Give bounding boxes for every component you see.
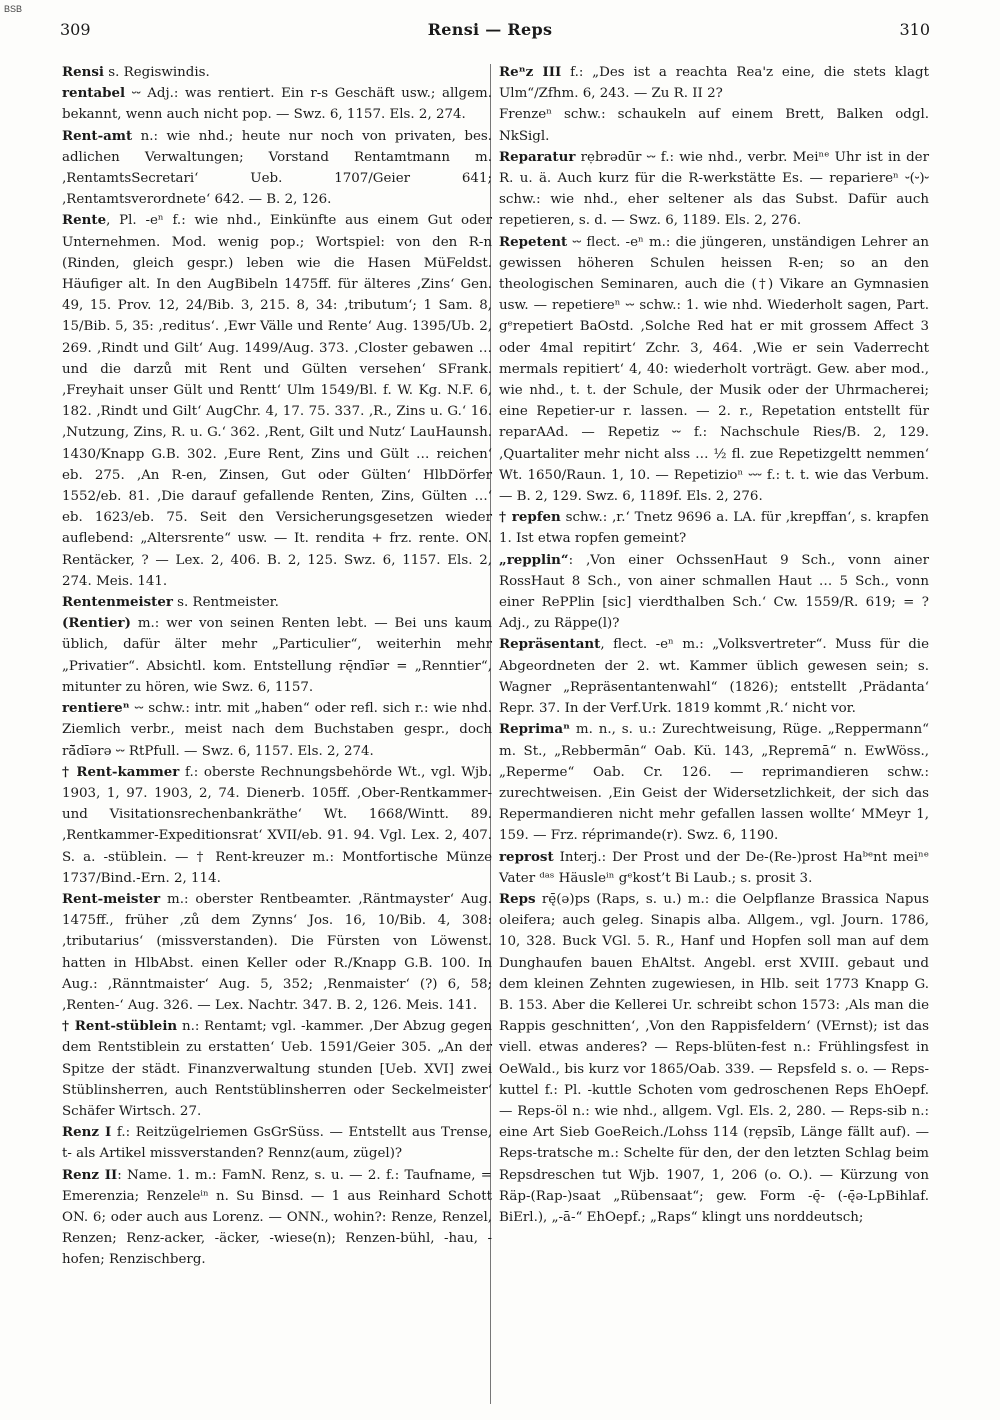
entry-lemma: Rent-meister	[62, 890, 161, 907]
dictionary-entry	[62, 592, 492, 613]
entry-lemma: „repplin“	[499, 551, 569, 568]
left-column	[62, 62, 492, 1271]
dictionary-entry	[62, 62, 492, 83]
dictionary-entry	[499, 889, 929, 1228]
entry-lemma: Reps	[499, 890, 536, 907]
entry-lemma: Rentenmeister	[62, 594, 173, 611]
entry-text: f.: oberste Rechnungsbehörde Wt., vgl. Wjb. 1903, 1, 97. 1903, 2, 74. Dienerb. 105ff. ‚Ober-Rentkammer- und Visitationsrechenbankräthe‘ Wt. 1668/Wintt. 89. ‚Rentkammer-Expeditionsrat‘ XVII/eb. 91. 94. Vgl. Lex. 2, 407. S. a. -stüblein. — † Rent-kreuzer m.: Montfortische Münze 1737/Bind.-Ern. 2, 114.	[62, 764, 492, 886]
entry-text: m.: oberster Rentbeamter. ‚Räntmayster‘ Aug. 1475ff., früher ‚zů dem Zynns‘ Jos. 16, 10/Bib. 4, 308: ‚tributarius‘ (missverstanden). Die Fürsten von Löwenst. hatten in HlbAbst. einen Keller oder R./Knapp G.B. 100. In Aug.: ‚Ränntmaister‘ Aug. 5, 352; ‚Renmaister‘ (?) 6, 58; ‚Renten-‘ Aug. 326. — Lex. Nachtr. 347. B. 2, 126. Meis. 141.	[62, 891, 492, 1013]
entry-text: ⏑⏑ Adj.: was rentiert. Ein r-s Geschäft usw.; allgem. bekannt, wenn auch nicht pop. — Swz. 6, 1157. Els. 2, 274.	[62, 86, 492, 123]
entry-text: Interj.: Der Prost und der De-(Re-)prost Haᵇᵉnt meiⁿᵉ Vater ᵈᵃˢ Häusleⁱⁿ gᵉkost’t Bi Laub.; s. prosit 3.	[499, 849, 929, 886]
entry-text: Frenzeⁿ schw.: schaukeln auf einem Brett, Balken odgl. NkSigl.	[499, 107, 929, 144]
entry-lemma: Renz II	[62, 1166, 118, 1183]
dictionary-entry	[62, 1165, 492, 1271]
entry-lemma: (Rentier)	[62, 615, 131, 632]
dictionary-entry	[499, 62, 929, 104]
entry-lemma: Rensi	[62, 64, 105, 80]
entry-lemma: † repfen	[499, 509, 561, 526]
dictionary-entry	[62, 762, 492, 889]
entry-text: m.: wer von seinen Renten lebt. — Bei uns kaum üblich, dafür älter mehr „Particulier“, weiterhin mehr „Privatier“. Absichtl. kom. Entstellung rę̄ndīər = „Renntier“, mitunter zu hören, wie Swz. 6, 1157.	[62, 616, 492, 695]
entry-text: s. Regiswindis.	[104, 65, 210, 80]
entry-lemma: Rent-amt	[62, 127, 133, 144]
entry-text: rẹbrədūr ⏑⏑ f.: wie nhd., verbr. Meiⁿᵉ Uhr ist in der R. u. ä. Auch kurz für die R-werkstätte Es. — repariereⁿ ⏑(⏑)⏑ schw.: wie nhd., eher seltener als das Subst. Dafür auch repetieren, s. d. — Swz. 6, 1189. Els. 2, 276.	[499, 149, 929, 229]
page-number-right: 310	[899, 20, 930, 39]
dictionary-entry	[62, 698, 492, 762]
dictionary-entry	[499, 507, 929, 549]
page-header	[50, 16, 930, 42]
page-number-left: 309	[60, 20, 91, 39]
entry-text: f.: „Des ist a reachta Rea'z eine, die stets klagt Ulm“/Zfhm. 6, 243. — Zu R. II 2?	[499, 65, 929, 102]
dictionary-entry	[62, 889, 492, 1016]
entry-lemma: Repräsentant	[499, 636, 601, 653]
dictionary-entry	[499, 104, 929, 146]
entry-lemma: Reⁿz III	[499, 64, 562, 80]
entry-lemma: † Rent-kammer	[62, 763, 180, 780]
entry-text: f.: Reitzügelriemen GsGrSüss. — Entstellt aus Trense, t- als Artikel missverstanden? Rennz(aum, zügel)?	[62, 1125, 492, 1162]
right-column	[499, 62, 929, 1228]
entry-text: n.: wie nhd.; heute nur noch von privaten, bes. adlichen Verwaltungen; Vorstand Rentamtmann m. ‚RentamtsSecretari‘ Ueb. 1707/Geier 641; ‚Rentamtsverordnete‘ 642. — B. 2, 126.	[62, 128, 492, 208]
entry-text: : ‚Von einer OchssenHaut 9 Sch., vonn ainer RossHaut 8 Sch., von ainer schmallen Haut … 5 Sch., vonn einer RePPlin [sic] vierdthalben Sch.‘ Cw. 1559/R. 619; = ? Adj., zu Räppe(l)?	[499, 552, 929, 632]
entry-lemma: Repetent	[499, 233, 568, 250]
dictionary-entry	[499, 847, 929, 889]
entry-lemma: rentabel	[62, 85, 126, 102]
dictionary-entry	[499, 719, 929, 846]
dictionary-entry	[62, 613, 492, 698]
page-title: Rensi — Reps	[427, 20, 553, 39]
library-stamp: BSB	[4, 4, 23, 14]
entry-lemma: † Rent-stüblein	[62, 1018, 178, 1035]
entry-text: s. Rentmeister.	[172, 595, 279, 611]
entry-text: m. n., s. u.: Zurechtweisung, Rüge. „Reppermann“ m. St., „Rebbermān“ Oab. Kü. 143, „Repremā“ n. EwWöss., „Reperme“ Oab. Cr. 126. — reprimandieren schw.: zurechtweisen. ‚Ein Geist der Widersetzlichkeit, der sich das Repermandieren nicht mehr gefallen lassen wollte‘ MMeyr 1, 159. — Frz. réprimande(r). Swz. 6, 1190.	[499, 722, 929, 844]
entry-lemma: reprost	[499, 848, 554, 865]
entry-lemma: Renz I	[62, 1124, 112, 1141]
dictionary-entry	[62, 126, 492, 211]
entry-text: : Name. 1. m.: FamN. Renz, s. u. — 2. f.: Taufname, = Emerenzia; Renzeleⁱⁿ n. Su Binsd. — 1 aus Reinhard Schott ON. 6; oder auch aus Lorenz. — ONN., wohin?: Renze, Renzel, Renzen; Renz-acker, -äcker, -wiese(n); Renzen-bühl, -hau, -hofen; Renzischberg.	[62, 1167, 492, 1268]
entry-text: , flect. -eⁿ m.: „Volksvertreter“. Muss für die Abgeordneten der 2. wt. Kammer üblich gewesen sein; s. Wagner „Repräsentantenwahl“ (1826); entstellt ‚Prädanta‘ Repr. 37. In der Verf.Urk. 1819 kommt ‚R.‘ nicht vor.	[499, 637, 929, 717]
dictionary-entry	[62, 210, 492, 592]
dictionary-entry	[499, 634, 929, 719]
entry-lemma: Rente	[62, 212, 107, 229]
entry-text: ⏑⏑ schw.: intr. mit „haben“ oder refl. sich r.: wie nhd. Ziemlich verbr., meist nach dem Buchstaben gespr., doch rā̆dīərə ⏑⏑ RtPfull. — Swz. 6, 1157. Els. 2, 274.	[62, 701, 492, 759]
entry-lemma: Reparatur	[499, 148, 576, 165]
dictionary-entry	[62, 1016, 492, 1122]
entry-text: rę̄(ə)ps (Raps, s. u.) m.: die Oelpflanze Brassica Napus oleifera; auch geleg. Sinapis alba. Allgem., vgl. Journ. 1786, 10, 328. Buck VGl. 5. R., Hanf und Hopfen soll man auf dem Dunghaufen bauen EhAltst. Angebl. erst XVIII. gebaut und dem kleinen Zehnten zugewiesen, in Hlb. seit 1773 Knapp G. B. 153. Aber die Kellerei Ur. schreibt schon 1573: ‚Als man die Rappis geschnitten‘, ‚Von den Rappisfeldern‘ (VErnst); ist das viell. etwas anderes? — Reps-blüten-fest n.: Frühlingsfest in OeWald., bis kurz vor 1865/Oab. 339. — Repsfeld s. o. — Reps-kuttel f.: Pl. -kuttle Schoten vom gedroschenen Reps EhOepf. — Reps-öl n.: wie nhd., allgem. Vgl. Els. 2, 280. — Reps-sib n.: eine Art Sieb GoeReich./Lohss 114 (rẹpsīb, Länge fällt auf). — Reps-tratsche m.: Schelte für den, der den letzten Schlag beim Repsdreschen tut Wjb. 1907, 1, 206 (o. O.). — Kürzung von Räp-(Rap-)saat „Rübensaat“; gew. Form -ę̄- (-ę̄ə-LpBihlaf. BiErl.), „-ā-“ EhOepf.; „Raps“ klingt uns norddeutsch;	[499, 891, 929, 1225]
dictionary-entry	[62, 1122, 492, 1164]
dictionary-entry	[499, 147, 929, 232]
dictionary-entry	[499, 550, 929, 635]
entry-text: schw.: ‚r.‘ Tnetz 9696 a. LA. für ‚krepffan‘, s. krapfen 1. Ist etwa ropfen gemeint?	[499, 510, 929, 547]
entry-lemma: rentiereⁿ	[62, 700, 130, 717]
entry-text: n.: Rentamt; vgl. -kammer. ‚Der Abzug gegen dem Rentstiblein zu erstatten‘ Ueb. 1591/Geier 305. „An der Spitze der städt. Finanzverwaltung stunden [Ueb. XVI] zwei Stüblinsherren, auch Rentstüblinsherren oder Seckelmeister‘ Schäfer Wirtsch. 27.	[62, 1019, 492, 1119]
entry-text: , Pl. -eⁿ f.: wie nhd., Einkünfte aus einem Gut oder Unternehmen. Mod. wenig pop.; Wortspiel: von den R-n (Rinden, gleich gespr.) leben wie die Hasen MüFeldst. Häufiger alt. In den AugBibeln 1475ff. für älteres ‚Zins‘ Gen. 49, 15. Prov. 12, 24/Bib. 3, 215. 8, 34: ‚tributum‘; 1 Sam. 8, 15/Bib. 5, 35: ‚reditus‘. ‚Ewr Välle und Rente‘ Aug. 1395/Ub. 2, 269. ‚Rindt und Gilt‘ Aug. 1499/Aug. 373. ‚Closter gebawen … und die darzů mit Rent und Gülten versehen‘ SFrank. ‚Freyhait unser Gült und Rentt‘ Ulm 1549/Bl. f. W. Kg. N.F. 6, 182. ‚Rindt und Gilt‘ AugChr. 4, 17. 75. 337. ‚R., Zins u. G.‘ 16. ‚Nutzung, Zins, R. u. G.‘ 362. ‚Rent, Gilt und Nutz‘ LauHaunsh. 1430/Knapp G.B. 302. ‚Eure Rent, Zins und Gült … reichen‘ eb. 275. ‚An R-en, Zinsen, Gut oder Gülten‘ HlbDörfer 1552/eb. 81. ‚Die darauf gefallende Renten, Zins, Gülten …‘ eb. 1623/eb. 75. Seit den Versicherungsgesetzen wieder auflebend: „Altersrente“ usw. — It. rendita + frz. rente. ON. Rentäcker, ? — Lex. 2, 406. B. 2, 125. Swz. 6, 1157. Els. 2, 274. Meis. 141.	[62, 213, 492, 589]
entry-lemma: Reprimaⁿ	[499, 721, 570, 738]
entry-text: ⏑⏑ flect. -eⁿ m.: die jüngeren, unständigen Lehrer an gewissen höheren Schulen heissen R-en; so an den theologischen Seminaren, auch die (†) Vikare an Gymnasien usw. — repetiereⁿ ⏑⏑ schw.: 1. wie nhd. Wiederholt sagen, Part. gᵉrepetiert BaOstd. ‚Solche Red hat er mit grossem Affect 3 oder 4mal repitirt‘ Zchr. 3, 464. ‚Wie er sein Vaderrecht mermals repitiert‘ 4, 40: wiederholt vorträgt. Gew. aber mod., wie nhd., t. t. der Schule, der Musik oder der Uhrmacherei; eine Repetier-ur r. lassen. — 2. r., Repetation entstellt für reparAAd. — Repetiz ⏑⏑ f.: Nachschule Ries/B. 2, 129. ‚Quartaliter mehr nicht alss … ½ fl. zue Repetizgeltt nemmen‘ Wt. 1650/Raun. 1, 10. — Repetizioⁿ ⏑⏑⏑ f.: t. t. wie das Verbum. — B. 2, 129. Swz. 6, 1189f. Els. 2, 276.	[499, 234, 929, 505]
dictionary-entry	[499, 232, 929, 508]
dictionary-entry	[62, 83, 492, 125]
